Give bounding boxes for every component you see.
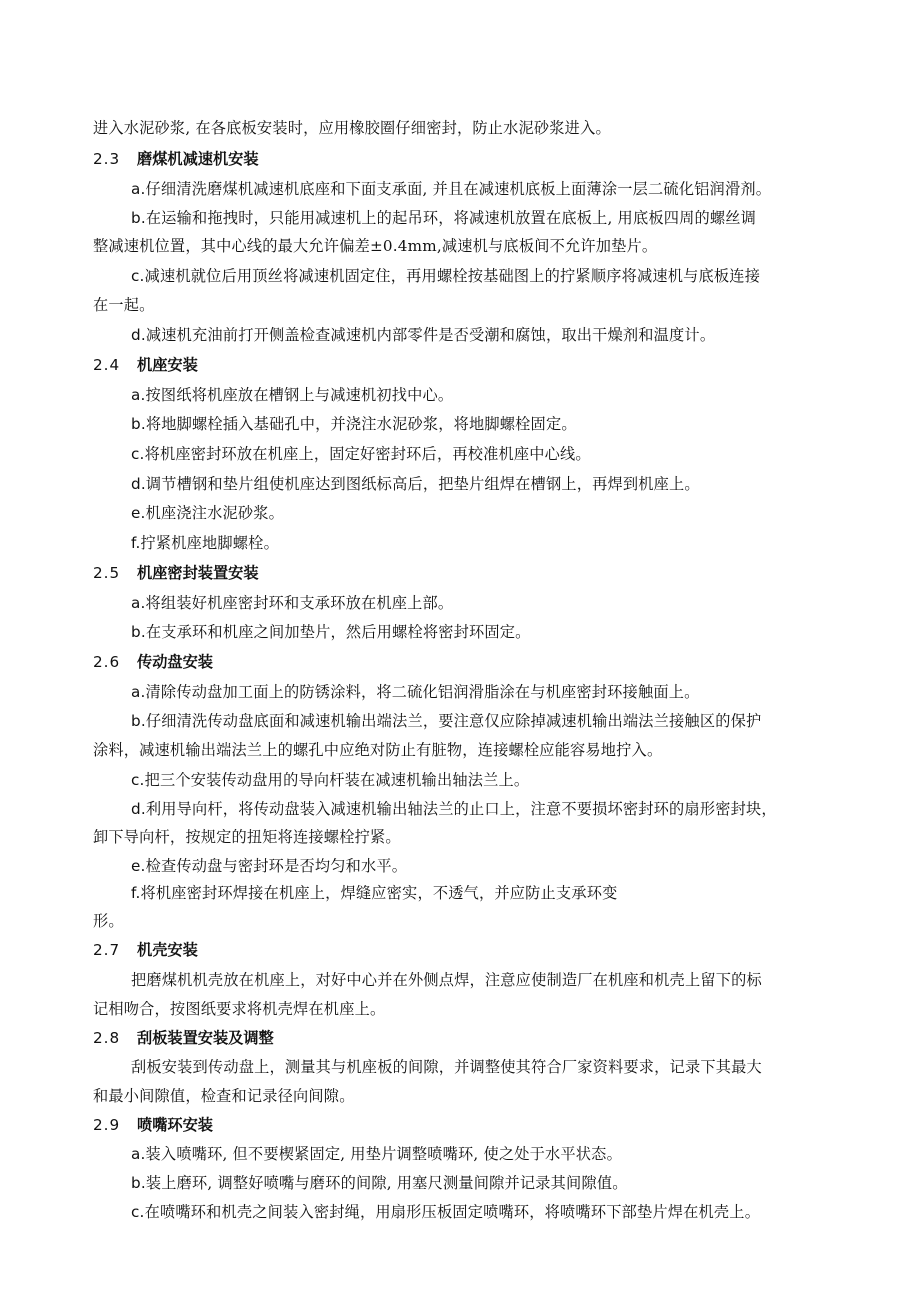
section-heading-2-4 — [93, 355, 198, 375]
list-item-text: c.把三个安装传动盘用的导向杆装在减速机输出轴法兰上。 — [131, 771, 530, 789]
section-number: 2.4 — [93, 356, 121, 374]
section-number: 2.8 — [93, 1029, 121, 1047]
section-title: 机座密封装置安装 — [137, 564, 259, 582]
list-item-text: e.检查传动盘与密封环是否均匀和水平。 — [131, 857, 408, 875]
list-item-text: b.在运输和拖拽时，只能用减速机上的起吊环，将减速机放置在底板上, 用底板四周的螺丝调 — [131, 209, 757, 227]
section-heading-2-8 — [93, 1028, 274, 1048]
list-item-text: c.在喷嘴环和机壳之间装入密封绳，用扇形压板固定喷嘴环，将喷嘴环下部垫片焊在机壳上。 — [131, 1203, 761, 1221]
section-title: 机壳安装 — [137, 941, 198, 959]
list-item-continuation: 卸下导向杆，按规定的扭矩将连接螺栓拧紧。 — [93, 828, 401, 846]
section-number: 2.3 — [93, 150, 121, 168]
list-item-text: b.将地脚螺栓插入基础孔中，并浇注水泥砂浆，将地脚螺栓固定。 — [131, 415, 577, 433]
section-title: 喷嘴环安装 — [137, 1116, 213, 1134]
paragraph-text: 把磨煤机机壳放在机座上，对好中心并在外侧点焊，注意应使制造厂在机座和机壳上留下的标 — [131, 971, 762, 989]
list-item-text: f.将机座密封环焊接在机座上，焊缝应密实，不透气，并应防止支承环变 — [131, 884, 618, 902]
paragraph-continuation: 记相吻合，按图纸要求将机壳焊在机座上。 — [93, 1000, 386, 1018]
list-item-text: a.装入喷嘴环, 但不要楔紧固定, 用垫片调整喷嘴环, 使之处于水平状态。 — [131, 1145, 622, 1163]
list-item-text: b.仔细清洗传动盘底面和减速机输出端法兰，要注意仅应除掉减速机输出端法兰接触区的保护 — [131, 712, 762, 730]
section-number: 2.9 — [93, 1116, 121, 1134]
list-item-text: c.减速机就位后用顶丝将减速机固定住，再用螺栓按基础图上的拧紧顺序将减速机与底板连接 — [131, 267, 761, 285]
list-item-text: f.拧紧机座地脚螺栓。 — [131, 534, 279, 552]
list-item-text: c.将机座密封环放在机座上，固定好密封环后，再校准机座中心线。 — [131, 445, 591, 463]
section-number: 2.6 — [93, 653, 121, 671]
list-item-text: a.仔细清洗磨煤机减速机底座和下面支承面, 并且在减速机底板上面薄涂一层二硫化铝润滑剂。 — [131, 180, 772, 198]
section-heading-2-9 — [93, 1115, 213, 1135]
section-number: 2.7 — [93, 941, 121, 959]
list-item-text: a.清除传动盘加工面上的防锈涂料，将二硫化铝润滑脂涂在与机座密封环接触面上。 — [131, 683, 700, 701]
list-item-continuation: 涂料，减速机输出端法兰上的螺孔中应绝对防止有脏物，连接螺栓应能容易地拧入。 — [93, 741, 663, 759]
paragraph-text: 刮板安装到传动盘上，测量其与机座板的间隙，并调整使其符合厂家资料要求，记录下其最大 — [131, 1058, 762, 1076]
section-title: 磨煤机减速机安装 — [137, 150, 259, 168]
section-heading-2-5 — [93, 563, 259, 583]
list-item-text: d.减速机充油前打开侧盖检查减速机内部零件是否受潮和腐蚀，取出干燥剂和温度计。 — [131, 326, 716, 344]
section-heading-2-6 — [93, 652, 213, 672]
section-heading-2-7 — [93, 940, 198, 960]
list-item-text: e.机座浇注水泥砂浆。 — [131, 504, 285, 522]
section-title: 机座安装 — [137, 356, 198, 374]
list-item-text: d.利用导向杆，将传动盘装入减速机输出轴法兰的止口上，注意不要损坏密封环的扇形密封块， — [131, 800, 777, 818]
section-number: 2.5 — [93, 564, 121, 582]
list-item-continuation: 在一起。 — [93, 296, 155, 314]
section-title: 传动盘安装 — [137, 653, 213, 671]
section-heading-2-3 — [93, 149, 259, 169]
list-item-text: b.在支承环和机座之间加垫片，然后用螺栓将密封环固定。 — [131, 623, 531, 641]
list-item-continuation: 形。 — [93, 912, 124, 930]
list-item-text: b.装上磨环, 调整好喷嘴与磨环的间隙, 用塞尺测量间隙并记录其间隙值。 — [131, 1174, 628, 1192]
paragraph-continuation: 和最小间隙值，检查和记录径向间隙。 — [93, 1087, 355, 1105]
list-item-continuation: 整减速机位置，其中心线的最大允许偏差±0.4mm,减速机与底板间不允许加垫片。 — [93, 237, 658, 255]
list-item-text: a.将组装好机座密封环和支承环放在机座上部。 — [131, 594, 454, 612]
list-item-text: a.按图纸将机座放在槽钢上与减速机初找中心。 — [131, 386, 454, 404]
list-item-text: d.调节槽钢和垫片组使机座达到图纸标高后，把垫片组焊在槽钢上，再焊到机座上。 — [131, 475, 700, 493]
section-title: 刮板装置安装及调整 — [137, 1029, 274, 1047]
intro-text: 进入水泥砂浆, 在各底板安装时，应用橡胶圈仔细密封，防止水泥砂浆进入。 — [93, 119, 611, 137]
